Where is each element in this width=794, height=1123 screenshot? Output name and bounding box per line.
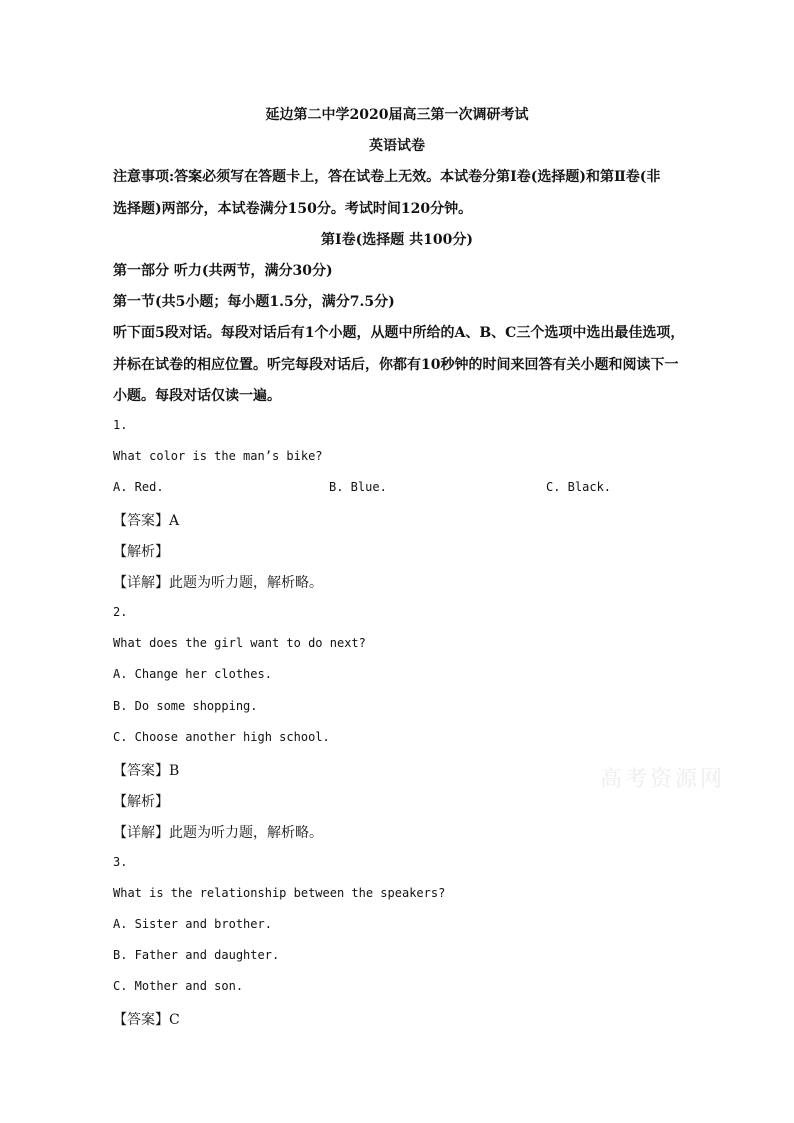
instructions-line-2: 并标在试卷的相应位置。听完每段对话后，你都有10秒钟的时间来回答有关小题和阅读下一 (113, 357, 679, 373)
exam-subtitle: 英语试卷 (369, 138, 425, 154)
part-title: 第一部分 听力(共两节，满分30分) (113, 263, 333, 279)
question-3-answer: 【答案】C (113, 1012, 180, 1028)
question-2-option-a: A. Change her clothes. (113, 667, 272, 681)
question-1-detail: 【详解】此题为听力题，解析略。 (113, 575, 323, 591)
instructions-line-1: 听下面5段对话。每段对话后有1个小题，从题中所给的A、B、C三个选项中选出最佳选项， (113, 325, 685, 341)
question-3-option-c: C. Mother and son. (113, 979, 244, 993)
question-2-detail: 【详解】此题为听力题，解析略。 (113, 825, 323, 841)
notice-line-2: 选择题)两部分，本试卷满分150分。考试时间120分钟。 (113, 201, 473, 217)
question-1-option-a: A. Red. (113, 480, 164, 494)
question-1-analysis: 【解析】 (113, 544, 169, 560)
question-1-answer: 【答案】A (113, 513, 180, 529)
question-2-answer: 【答案】B (113, 763, 180, 779)
question-3-number: 3. (113, 855, 128, 869)
subsection-title: 第一节(共5小题；每小题1.5分，满分7.5分) (113, 294, 395, 310)
instructions-line-3: 小题。每段对话仅读一遍。 (113, 388, 281, 404)
question-1-number: 1. (113, 418, 128, 432)
question-3-option-b: B. Father and daughter. (113, 948, 280, 962)
exam-title: 延边第二中学2020届高三第一次调研考试 (265, 107, 529, 123)
question-2-analysis: 【解析】 (113, 794, 169, 810)
question-2-text: What does the girl want to do next? (113, 636, 366, 650)
notice-line-1: 注意事项:答案必须写在答题卡上，答在试卷上无效。本试卷分第Ⅰ卷(选择题)和第Ⅱ卷(非 (113, 169, 661, 185)
question-1-option-b: B. Blue. (329, 480, 387, 494)
question-2-option-b: B. Do some shopping. (113, 699, 258, 713)
volume-title: 第Ⅰ卷(选择题 共100分) (321, 232, 473, 248)
question-2-number: 2. (113, 605, 128, 619)
watermark: 高考资源网 (600, 767, 726, 792)
question-3-text: What is the relationship between the speakers? (113, 886, 446, 900)
question-1-option-c: C. Black. (546, 480, 612, 494)
question-3-option-a: A. Sister and brother. (113, 917, 272, 931)
question-2-option-c: C. Choose another high school. (113, 730, 330, 744)
question-1-text: What color is the man’s bike? (113, 449, 323, 463)
